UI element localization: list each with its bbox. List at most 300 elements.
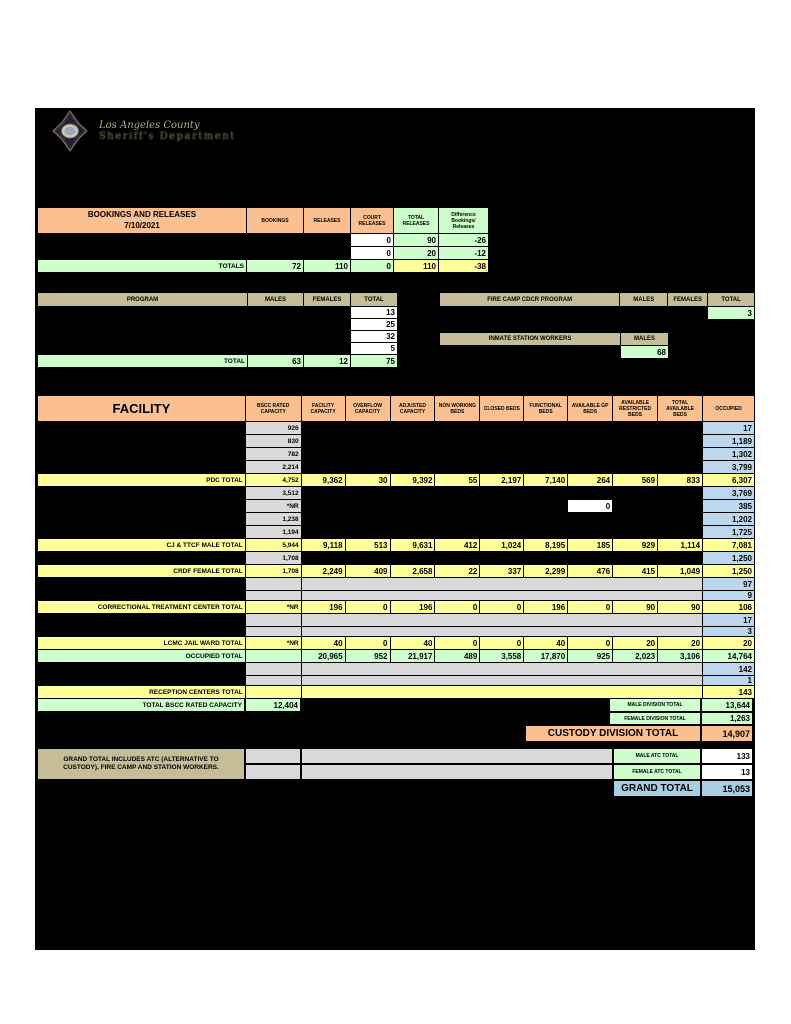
program-table (37, 292, 398, 368)
program-header-total: TOTAL (351, 293, 398, 307)
bscc-empty-cell (245, 627, 301, 637)
bscc-value: 2,214 (245, 461, 301, 474)
program-total-females: 12 (304, 355, 351, 368)
program-row (38, 307, 398, 319)
occupied-value: 1,202 (703, 513, 755, 526)
grand-total-row (37, 780, 753, 797)
redacted-cell (390, 448, 435, 461)
redacted-cell (658, 487, 703, 500)
redacted-cell (38, 343, 248, 355)
redacted-cell (658, 435, 703, 448)
program-row (38, 331, 398, 343)
available-gp-value: 0 (568, 500, 613, 513)
redacted-cell (390, 552, 435, 565)
redacted-cell (248, 343, 304, 355)
facility-row (38, 487, 755, 500)
facility-cell: 9,362 (301, 474, 345, 487)
facility-table (37, 395, 755, 699)
redacted-cell (345, 500, 390, 513)
female-division-value: 1,263 (701, 712, 753, 725)
bscc-empty-cell (245, 686, 301, 699)
male-atc-value: 133 (701, 748, 753, 764)
bscc-value: 830 (245, 435, 301, 448)
facility-row (38, 500, 755, 513)
redacted-cell (38, 500, 246, 513)
facility-cell: 0 (435, 637, 480, 650)
program-row (38, 343, 398, 355)
facility-row (38, 435, 755, 448)
facility-row (38, 565, 755, 578)
redacted-cell (38, 331, 248, 343)
facility-cell: 0 (568, 601, 613, 614)
bscc-value: 782 (245, 448, 301, 461)
facility-cell: 22 (435, 565, 480, 578)
bookings-header-bookings: BOOKINGS (247, 208, 304, 234)
occupied-value: 3,799 (703, 461, 755, 474)
station-workers-value: 68 (621, 346, 669, 359)
bookings-title-cell (38, 208, 247, 234)
redacted-cell (248, 319, 304, 331)
bscc-value: 1,708 (245, 552, 301, 565)
facility-header-capacity: FACILITY CAPACITY (301, 396, 345, 422)
male-division-value: 13,644 (701, 698, 753, 712)
redacted-cell (390, 487, 435, 500)
redacted-cell (345, 448, 390, 461)
redacted-cell (435, 448, 480, 461)
facility-cell: 0 (345, 601, 390, 614)
redacted-cell (524, 422, 568, 435)
redacted-cell (304, 307, 351, 319)
bscc-value: 5,944 (245, 539, 301, 552)
facility-row (38, 539, 755, 552)
facility-total-label: OCCUPIED TOTAL (38, 650, 246, 663)
bscc-value (245, 650, 301, 663)
bscc-value: *NR (245, 601, 301, 614)
redacted-cell (38, 663, 246, 676)
facility-row (38, 650, 755, 663)
redacted-cell (38, 526, 246, 539)
scanned-report-panel (35, 108, 755, 950)
redacted-cell (568, 552, 613, 565)
occupied-value: 3 (703, 627, 755, 637)
facility-cell: 264 (568, 474, 613, 487)
redacted-cell (304, 331, 351, 343)
redacted-cell (480, 513, 524, 526)
redacted-cell (247, 234, 304, 247)
facility-row (38, 676, 755, 686)
facility-cell: 30 (345, 474, 390, 487)
redacted-cell (435, 513, 480, 526)
redacted-cell (345, 461, 390, 474)
black-gap (301, 698, 609, 712)
facility-header-available-gp: AVAILABLE GP BEDS (568, 396, 613, 422)
facility-cell: 20 (658, 637, 703, 650)
redacted-cell (524, 552, 568, 565)
occupied-value: 1,189 (703, 435, 755, 448)
redacted-cell (480, 500, 524, 513)
fire-camp-total-value: 3 (708, 307, 755, 320)
redacted-cell (390, 422, 435, 435)
redacted-cell (568, 526, 613, 539)
program-row-total: 13 (351, 307, 398, 319)
facility-cell: 40 (524, 637, 568, 650)
facility-cell: 40 (301, 637, 345, 650)
facility-row (38, 448, 755, 461)
redacted-cell (390, 500, 435, 513)
atc-gray-cell (301, 748, 613, 764)
occupied-value: 17 (703, 614, 755, 627)
bscc-empty-cell (245, 591, 301, 601)
redacted-cell (247, 247, 304, 260)
black-gap (37, 712, 609, 725)
court-releases-total: 0 (351, 260, 394, 273)
redacted-cell (440, 307, 620, 320)
facility-cell: 40 (390, 637, 435, 650)
bookings-title: BOOKINGS AND RELEASES (87, 210, 197, 220)
facility-cell: 0 (345, 637, 390, 650)
bookings-releases-table (37, 207, 489, 273)
redacted-cell (435, 552, 480, 565)
total-releases-value: 90 (394, 234, 439, 247)
court-releases-value: 0 (351, 247, 394, 260)
redacted-cell (568, 422, 613, 435)
facility-row (38, 552, 755, 565)
redacted-cell (613, 448, 658, 461)
bscc-value: 1,194 (245, 526, 301, 539)
bscc-value: *NR (245, 500, 301, 513)
redacted-cell (480, 487, 524, 500)
logo-county-line: Los Angeles County (99, 120, 200, 131)
redacted-cell (613, 500, 658, 513)
redacted-cell (38, 552, 246, 565)
bookings-header-difference: Difference Bookings/ Releases (439, 208, 489, 234)
facility-cell: 337 (480, 565, 524, 578)
custody-division-row (37, 725, 753, 742)
facility-cell: 55 (435, 474, 480, 487)
redacted-cell (38, 487, 246, 500)
facility-row (38, 663, 755, 676)
facility-total-label: CJ & TTCF MALE TOTAL (38, 539, 246, 552)
station-workers-header: INMATE STATION WORKERS (440, 333, 621, 346)
facility-header-available-restricted: AVAILABLE RESTRICTED BEDS (613, 396, 658, 422)
redacted-cell (613, 526, 658, 539)
bookings-totals-row (38, 260, 489, 273)
redacted-cell (524, 500, 568, 513)
bscc-value: 1,708 (245, 565, 301, 578)
note-line1: GRAND TOTAL INCLUDES ATC (ALTERNATIVE TO (63, 755, 219, 763)
facility-row (38, 591, 755, 601)
releases-total: 110 (304, 260, 351, 273)
occupied-value: 385 (703, 500, 755, 513)
facility-header-row (38, 396, 755, 422)
redacted-cell (304, 343, 351, 355)
male-atc-label: MALE ATC TOTAL (613, 748, 701, 764)
redacted-cell (658, 552, 703, 565)
facility-row (38, 474, 755, 487)
program-row-total: 5 (351, 343, 398, 355)
redacted-cell (568, 435, 613, 448)
redacted-cell (345, 513, 390, 526)
bscc-value: 3,512 (245, 487, 301, 500)
redacted-cell (304, 234, 351, 247)
bscc-empty-cell (245, 676, 301, 686)
fire-camp-header-females: FEMALES (668, 293, 708, 307)
bscc-value: 1,238 (245, 513, 301, 526)
redacted-cell (38, 448, 246, 461)
facility-header-overflow: OVERFLOW CAPACITY (345, 396, 390, 422)
female-atc-value: 13 (701, 764, 753, 780)
facility-cell: 90 (658, 601, 703, 614)
program-total-row (38, 355, 398, 368)
program-header-females: FEMALES (304, 293, 351, 307)
occupied-value: 14,764 (703, 650, 755, 663)
facility-row (38, 513, 755, 526)
merged-yellow-cell (301, 686, 702, 699)
facility-header-facility: FACILITY (38, 396, 246, 422)
grand-total-label: GRAND TOTAL (613, 780, 701, 797)
bookings-totals-label: TOTALS (38, 260, 247, 273)
facility-total-label: CORRECTIONAL TREATMENT CENTER TOTAL (38, 601, 246, 614)
occupied-value: 143 (703, 686, 755, 699)
facility-cell: 925 (568, 650, 613, 663)
male-division-label: MALE DIVISION TOTAL (609, 698, 701, 712)
total-releases-value: 20 (394, 247, 439, 260)
occupied-value: 1,250 (703, 565, 755, 578)
black-gap (37, 725, 525, 742)
facility-cell: 929 (613, 539, 658, 552)
station-workers-header-males: MALES (621, 333, 669, 346)
redacted-cell (390, 526, 435, 539)
bookings-header-releases: RELEASES (304, 208, 351, 234)
redacted-cell (435, 487, 480, 500)
redacted-cell (480, 526, 524, 539)
merged-gray-cell (301, 578, 702, 591)
redacted-cell (568, 513, 613, 526)
redacted-cell (248, 331, 304, 343)
redacted-cell (345, 526, 390, 539)
facility-header-functional: FUNCTIONAL BEDS (524, 396, 568, 422)
program-header-males: MALES (248, 293, 304, 307)
station-workers-row (440, 346, 669, 359)
redacted-cell (38, 307, 248, 319)
redacted-cell (38, 234, 247, 247)
redacted-cell (38, 676, 246, 686)
redacted-cell (301, 435, 345, 448)
program-total-total: 75 (351, 355, 398, 368)
program-total-label: TOTAL (38, 355, 248, 368)
redacted-cell (345, 552, 390, 565)
redacted-cell (524, 526, 568, 539)
redacted-cell (440, 346, 621, 359)
redacted-cell (524, 448, 568, 461)
facility-row (38, 686, 755, 699)
facility-cell: 7,140 (524, 474, 568, 487)
redacted-cell (658, 422, 703, 435)
facility-cell: 833 (658, 474, 703, 487)
facility-cell: 0 (480, 637, 524, 650)
custody-division-label: CUSTODY DIVISION TOTAL (525, 725, 701, 742)
occupied-value: 142 (703, 663, 755, 676)
facility-row (38, 627, 755, 637)
facility-total-label: RECEPTION CENTERS TOTAL (38, 686, 246, 699)
merged-gray-cell (301, 591, 702, 601)
redacted-cell (301, 422, 345, 435)
redacted-cell (480, 448, 524, 461)
redacted-cell (301, 513, 345, 526)
note-line2: CUSTODY), FIRE CAMP AND STATION WORKERS. (63, 764, 219, 771)
facility-cell: 415 (613, 565, 658, 578)
redacted-cell (345, 422, 390, 435)
redacted-cell (524, 513, 568, 526)
program-header: PROGRAM (38, 293, 248, 307)
fire-camp-header-total: TOTAL (708, 293, 755, 307)
redacted-cell (658, 448, 703, 461)
court-releases-value: 0 (351, 234, 394, 247)
difference-value: -12 (439, 247, 489, 260)
facility-row (38, 526, 755, 539)
facility-row (38, 578, 755, 591)
facility-cell: 0 (568, 637, 613, 650)
logo-text (99, 120, 236, 142)
redacted-cell (38, 614, 246, 627)
facility-header-adjusted: ADJUSTED CAPACITY (390, 396, 435, 422)
facility-cell: 952 (345, 650, 390, 663)
merged-gray-cell (301, 663, 702, 676)
redacted-cell (301, 448, 345, 461)
program-row (38, 319, 398, 331)
facility-cell: 9,118 (301, 539, 345, 552)
facility-cell: 8,195 (524, 539, 568, 552)
bookings-header-court-releases: COURT RELEASES (351, 208, 394, 234)
facility-cell: 1,114 (658, 539, 703, 552)
grand-total-note (37, 748, 245, 780)
facility-cell: 489 (435, 650, 480, 663)
female-division-label: FEMALE DIVISION TOTAL (609, 712, 701, 725)
facility-cell: 569 (613, 474, 658, 487)
facility-cell: 2,299 (524, 565, 568, 578)
redacted-cell (613, 513, 658, 526)
fire-camp-row (440, 307, 755, 320)
redacted-cell (38, 578, 246, 591)
redacted-cell (301, 552, 345, 565)
facility-total-label: LCMC JAIL WARD TOTAL (38, 637, 246, 650)
bscc-empty-cell (245, 663, 301, 676)
redacted-cell (480, 422, 524, 435)
bookings-row (38, 234, 489, 247)
bookings-total: 72 (247, 260, 304, 273)
facility-cell: 196 (301, 601, 345, 614)
redacted-cell (568, 487, 613, 500)
facility-cell: 513 (345, 539, 390, 552)
bscc-value: 4,752 (245, 474, 301, 487)
facility-cell: 20 (613, 637, 658, 650)
bscc-value: 926 (245, 422, 301, 435)
redacted-cell (658, 461, 703, 474)
bookings-row (38, 247, 489, 260)
occupied-value: 3,769 (703, 487, 755, 500)
redacted-cell (658, 513, 703, 526)
redacted-cell (345, 435, 390, 448)
redacted-cell (435, 500, 480, 513)
program-row-total: 25 (351, 319, 398, 331)
facility-cell: 3,558 (480, 650, 524, 663)
bscc-empty-cell (245, 578, 301, 591)
redacted-cell (390, 435, 435, 448)
redacted-cell (38, 435, 246, 448)
occupied-value: 7,081 (703, 539, 755, 552)
redacted-cell (658, 500, 703, 513)
atc-gray-cell (245, 748, 301, 764)
fire-camp-header: FIRE CAMP CDCR PROGRAM (440, 293, 620, 307)
redacted-cell (38, 247, 247, 260)
occupied-value: 6,307 (703, 474, 755, 487)
redacted-cell (613, 487, 658, 500)
black-gap (37, 780, 613, 797)
redacted-cell (658, 526, 703, 539)
total-releases-total: 110 (394, 260, 439, 273)
bscc-empty-cell (245, 614, 301, 627)
facility-cell: 9,392 (390, 474, 435, 487)
redacted-cell (568, 461, 613, 474)
grand-total-value: 15,053 (701, 780, 753, 797)
program-row-total: 32 (351, 331, 398, 343)
facility-header-nonworking: NON WORKING BEDS (435, 396, 480, 422)
facility-header-total-available: TOTAL AVAILABLE BEDS (658, 396, 703, 422)
fire-camp-table (439, 292, 755, 320)
program-total-males: 63 (248, 355, 304, 368)
facility-cell: 21,917 (390, 650, 435, 663)
redacted-cell (390, 461, 435, 474)
redacted-cell (301, 487, 345, 500)
facility-row (38, 461, 755, 474)
facility-cell: 0 (480, 601, 524, 614)
facility-cell: 412 (435, 539, 480, 552)
occupied-value: 9 (703, 591, 755, 601)
female-division-row (37, 712, 753, 725)
redacted-cell (613, 552, 658, 565)
redacted-cell (248, 307, 304, 319)
redacted-cell (301, 526, 345, 539)
facility-header-occupied: OCCUPIED (703, 396, 755, 422)
bscc-total-value: 12,404 (245, 698, 301, 712)
facility-cell: 20,965 (301, 650, 345, 663)
bookings-date: 7/10/2021 (124, 220, 160, 230)
merged-gray-cell (301, 627, 702, 637)
facility-cell: 2,023 (613, 650, 658, 663)
redacted-cell (524, 461, 568, 474)
redacted-cell (301, 500, 345, 513)
redacted-cell (524, 487, 568, 500)
redacted-cell (435, 461, 480, 474)
facility-cell: 2,197 (480, 474, 524, 487)
facility-cell: 196 (390, 601, 435, 614)
fire-camp-header-males: MALES (620, 293, 668, 307)
facility-cell: 409 (345, 565, 390, 578)
redacted-cell (524, 435, 568, 448)
custody-division-value: 14,907 (701, 725, 753, 742)
redacted-cell (38, 513, 246, 526)
redacted-cell (613, 435, 658, 448)
redacted-cell (435, 422, 480, 435)
occupied-value: 1,250 (703, 552, 755, 565)
bscc-value: *NR (245, 637, 301, 650)
facility-cell: 476 (568, 565, 613, 578)
facility-cell: 1,024 (480, 539, 524, 552)
facility-row (38, 601, 755, 614)
difference-total: -38 (439, 260, 489, 273)
facility-total-label: CRDF FEMALE TOTAL (38, 565, 246, 578)
occupied-value: 1,302 (703, 448, 755, 461)
